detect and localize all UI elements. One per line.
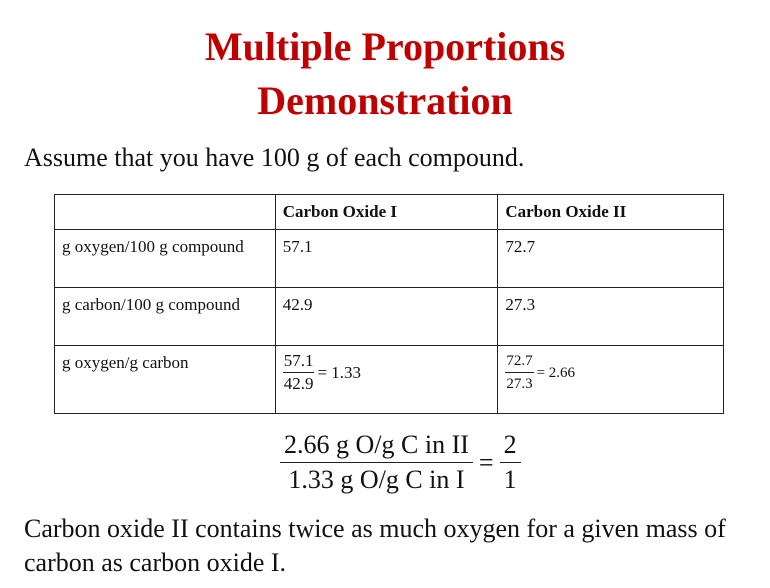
header-empty-cell (55, 195, 276, 230)
ratio-expression-oxide-i (283, 350, 491, 395)
ratio-left-numerator: 2.66 g O/g C in II (280, 428, 473, 463)
header-carbon-oxide-ii: Carbon Oxide II (498, 195, 724, 230)
ratio-fraction-left (280, 428, 473, 497)
table-row (55, 288, 724, 346)
title-line-1: Multiple Proportions (204, 24, 566, 69)
cell-oxide-ii-oxygen: 72.7 (498, 230, 724, 288)
row-label-carbon-per-100g: g carbon/100 g compound (55, 288, 276, 346)
ratio-left-denominator: 1.33 g O/g C in I (288, 465, 465, 494)
fraction-denominator: 27.3 (506, 376, 533, 392)
ratio-result: = 1.33 (317, 362, 362, 382)
ratio-result: = 2.66 (536, 364, 576, 381)
data-table (54, 194, 724, 414)
cell-oxide-ii-ratio (498, 346, 724, 414)
cell-oxide-i-carbon: 42.9 (275, 288, 498, 346)
ratio-expression-oxide-ii (505, 350, 716, 395)
table-row (55, 230, 724, 288)
title-line-2: Demonstration (257, 78, 513, 123)
header-carbon-oxide-i: Carbon Oxide I (275, 195, 498, 230)
ratio-right-denominator: 1 (503, 465, 517, 494)
ratio-equation (280, 428, 521, 497)
fraction (283, 350, 315, 395)
table-header-row (55, 195, 724, 230)
ratio-fraction-right (500, 428, 521, 497)
table-row (55, 346, 724, 414)
row-label-oxygen-per-100g: g oxygen/100 g compound (55, 230, 276, 288)
fraction-denominator: 42.9 (283, 374, 314, 393)
fraction (505, 350, 533, 395)
cell-oxide-ii-carbon: 27.3 (498, 288, 724, 346)
ratio-right-numerator: 2 (500, 428, 521, 463)
equals-sign: = (478, 447, 494, 477)
conclusion-text: Carbon oxide II contains twice as much oxygen for a given mass of carbon as carbon oxide I. (24, 514, 726, 577)
row-label-oxygen-per-carbon: g oxygen/g carbon (55, 346, 276, 414)
cell-oxide-i-oxygen: 57.1 (275, 230, 498, 288)
slide-title (0, 20, 770, 128)
cell-oxide-i-ratio (275, 346, 498, 414)
intro-text: Assume that you have 100 g of each compound. (24, 143, 525, 172)
fraction-numerator: 57.1 (283, 350, 315, 373)
fraction-numerator: 72.7 (505, 350, 533, 373)
